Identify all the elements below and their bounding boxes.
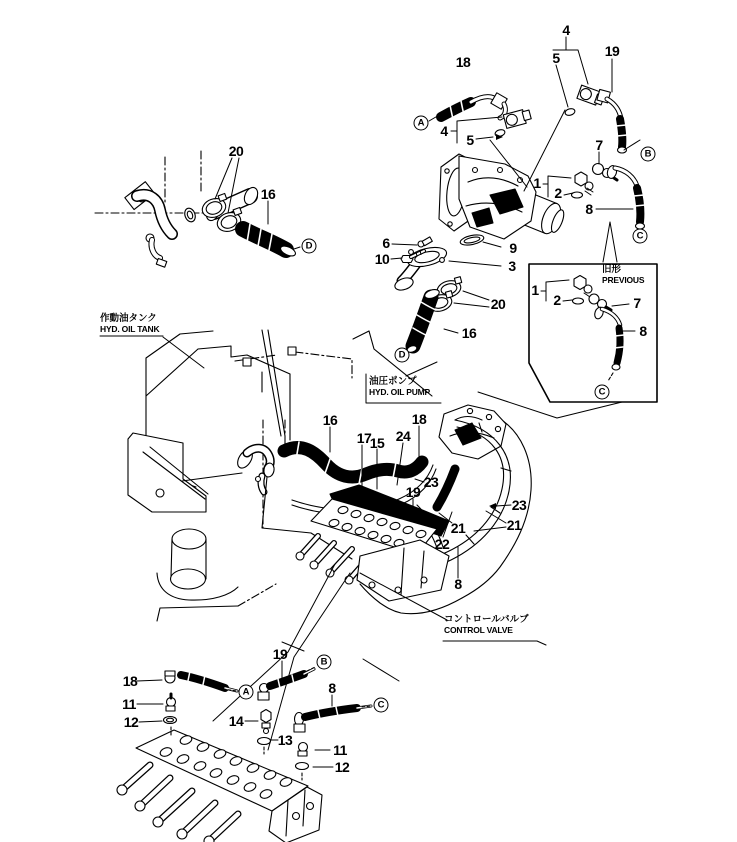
area-label-hyd-oil-pump [369, 373, 430, 397]
area-label-hyd-oil-tank [100, 310, 159, 334]
area-label-japanese: コントロールバルブ [444, 614, 529, 625]
part-callout-5: 5 [466, 132, 474, 148]
part-callout-7: 7 [633, 295, 641, 311]
part-callout-16: 16 [322, 412, 338, 428]
part-callout-18: 18 [411, 411, 427, 427]
part-callout-18: 18 [122, 673, 138, 689]
part-callout-19: 19 [405, 484, 421, 500]
part-callout-4: 4 [562, 22, 570, 38]
part-callout-23: 23 [511, 497, 527, 513]
part-callout-4: 4 [440, 123, 448, 139]
area-label-english: HYD. OIL PUMP [369, 387, 431, 397]
area-label-english: HYD. OIL TANK [100, 324, 160, 334]
part-callout-19: 19 [604, 43, 620, 59]
part-callout-1: 1 [533, 175, 541, 191]
detail-ref-d-circle: D [302, 239, 317, 254]
part-callout-18: 18 [455, 54, 471, 70]
part-callout-10: 10 [374, 251, 390, 267]
part-callout-24: 24 [395, 428, 411, 444]
detail-ref-a-circle: A [414, 116, 429, 131]
area-label-japanese: 作動油タンク [100, 313, 157, 324]
part-callout-12: 12 [123, 714, 139, 730]
part-callout-21: 21 [506, 517, 522, 533]
detail-ref-c-circle: C [374, 698, 389, 713]
part-callout-5: 5 [552, 50, 560, 66]
area-label-japanese: 旧形 [602, 264, 622, 275]
area-label-japanese: 油圧ポンプ [369, 376, 417, 387]
detail-ref-b-circle: B [641, 147, 656, 162]
area-label-control-valve [444, 611, 529, 635]
part-callout-22: 22 [434, 536, 450, 552]
part-callout-12: 12 [334, 759, 350, 775]
part-callout-11: 11 [122, 696, 136, 712]
part-callout-19: 19 [272, 646, 288, 662]
part-callout-6: 6 [382, 235, 390, 251]
part-callout-13: 13 [277, 732, 293, 748]
part-callout-2: 2 [553, 292, 561, 308]
detail-ref-d-circle: D [395, 348, 410, 363]
part-callout-20: 20 [228, 143, 244, 159]
part-callout-3: 3 [508, 258, 516, 274]
part-callout-8: 8 [585, 201, 593, 217]
part-callout-15: 15 [369, 435, 385, 451]
part-callout-7: 7 [595, 137, 603, 153]
part-callout-8: 8 [639, 323, 647, 339]
part-callout-17: 17 [356, 430, 372, 446]
part-callout-23: 23 [423, 474, 439, 490]
area-label-previous [602, 261, 644, 285]
part-callout-8: 8 [328, 680, 336, 696]
part-callout-8: 8 [454, 576, 462, 592]
part-callout-21: 21 [450, 520, 466, 536]
part-callout-14: 14 [228, 713, 244, 729]
part-callout-2: 2 [554, 185, 562, 201]
part-callout-16: 16 [260, 186, 276, 202]
detail-ref-a-circle: A [239, 685, 254, 700]
part-callout-16: 16 [461, 325, 477, 341]
detail-ref-c-circle: C [595, 385, 610, 400]
part-callout-20: 20 [490, 296, 506, 312]
area-label-english: CONTROL VALVE [444, 625, 513, 635]
area-label-english: PREVIOUS [602, 275, 645, 285]
part-callout-11: 11 [333, 742, 347, 758]
part-callout-9: 9 [509, 240, 517, 256]
detail-ref-b-circle: B [317, 655, 332, 670]
detail-ref-c-circle: C [633, 229, 648, 244]
part-callout-1: 1 [531, 282, 539, 298]
